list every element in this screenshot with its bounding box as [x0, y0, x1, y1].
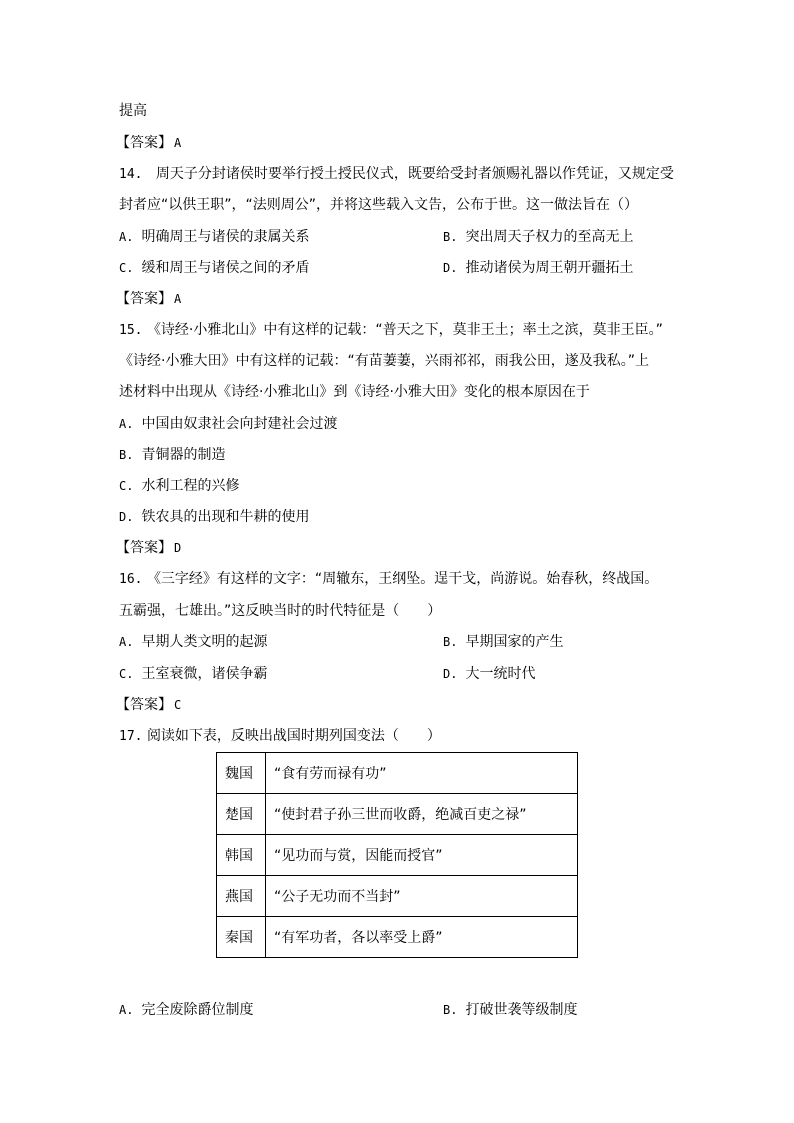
option-text: 打破世袭等级制度 [465, 1002, 578, 1018]
reform-table [216, 752, 578, 958]
answer-label: 【答案】 [116, 135, 172, 151]
option-label: C. [119, 667, 134, 681]
option-label: A. [119, 417, 134, 431]
q16-stem-line2: 五霸强，七雄出。”这反映当时的时代特征是（ ） [119, 603, 442, 619]
question-text: 《三字经》有这样的文字：“周辙东，王纲坠。逞干戈，尚游说。始春秋，终战国。 [146, 571, 659, 587]
option-text: 大一统时代 [465, 666, 536, 682]
q16-option-c[interactable] [119, 664, 267, 684]
q13-answer [116, 133, 181, 153]
q16-answer [116, 695, 181, 715]
question-number: 15. [119, 323, 143, 338]
question-number: 16. [119, 572, 143, 587]
question-number: 17. [119, 729, 143, 744]
q14-stem-line2: 封者应“以供王职”，“法则周公”，并将这些载入文告，公布于世。这一做法旨在（） [119, 197, 639, 213]
option-text: 突出周天子权力的至高无上 [465, 229, 634, 245]
question-number: 14. [119, 167, 143, 182]
answer-letter: A [174, 292, 182, 306]
option-text: 铁农具的出现和牛耕的使用 [141, 509, 310, 525]
state-cell: 魏国 [217, 753, 266, 794]
q15-stem-line2: 《诗经·小雅大田》中有这样的记载：“有苗萋萋，兴雨祁祁，雨我公田，遂及我私。”上 [119, 353, 649, 369]
question-text: 周天子分封诸侯时要举行授土授民仪式，既要给受封者颁赐礼器以作凭证，又规定受 [155, 166, 674, 182]
table-row [217, 876, 578, 917]
option-label: B. [443, 1003, 458, 1017]
q16-option-a[interactable] [119, 632, 267, 652]
option-text: 早期人类文明的起源 [141, 634, 268, 650]
q15-stem-line3: 述材料中出现从《诗经·小雅北山》到《诗经·小雅大田》变化的根本原因在于 [119, 384, 590, 400]
q15-option-b[interactable] [119, 445, 225, 465]
q14-option-d[interactable] [443, 258, 633, 278]
quote-cell: “公子无功而不当封” [266, 876, 578, 917]
q15-answer [116, 538, 181, 558]
q16-option-d[interactable] [443, 664, 535, 684]
option-text: 王室衰微，诸侯争霸 [141, 666, 268, 682]
q14-option-b[interactable] [443, 227, 633, 247]
state-cell: 燕国 [217, 876, 266, 917]
answer-letter: A [174, 136, 182, 150]
answer-letter: D [174, 541, 182, 555]
state-cell: 秦国 [217, 917, 266, 958]
option-text: 青铜器的制造 [141, 447, 226, 463]
answer-label: 【答案】 [116, 291, 172, 307]
option-text: 中国由奴隶社会向封建社会过渡 [141, 416, 338, 432]
quote-cell: “见功而与赏，因能而授官” [266, 835, 578, 876]
q15-stem-line1 [119, 320, 663, 341]
q17-option-a[interactable] [119, 1000, 253, 1020]
option-text: 水利工程的兴修 [141, 478, 240, 494]
question-text: 《诗经·小雅北山》中有这样的记载：“普天之下，莫非王土；率土之滨，莫非王臣。” [146, 322, 663, 338]
option-label: B. [443, 635, 458, 649]
table-row [217, 753, 578, 794]
option-label: D. [443, 667, 458, 681]
q15-option-c[interactable] [119, 476, 239, 496]
option-text: 明确周王与诸侯的隶属关系 [141, 229, 310, 245]
option-label: B. [119, 448, 134, 462]
option-label: B. [443, 230, 458, 244]
q15-option-d[interactable] [119, 507, 309, 527]
option-label: C. [119, 261, 134, 275]
option-text: 早期国家的产生 [465, 634, 564, 650]
q16-stem-line1 [119, 569, 658, 590]
answer-label: 【答案】 [116, 697, 172, 713]
option-text: 缓和周王与诸侯之间的矛盾 [141, 260, 310, 276]
state-cell: 韩国 [217, 835, 266, 876]
option-text: 推动诸侯为周王朝开疆拓土 [465, 260, 634, 276]
q14-stem-line1 [119, 164, 674, 185]
option-label: D. [119, 510, 134, 524]
answer-letter: C [174, 698, 182, 712]
quote-cell: “食有劳而禄有功” [266, 753, 578, 794]
q14-option-c[interactable] [119, 258, 309, 278]
state-cell: 楚国 [217, 794, 266, 835]
table-row [217, 917, 578, 958]
option-label: D. [443, 261, 458, 275]
q17-stem-line1 [119, 726, 441, 747]
option-label: C. [119, 479, 134, 493]
option-label: A. [119, 1003, 134, 1017]
q15-option-a[interactable] [119, 414, 337, 434]
option-label: A. [119, 230, 134, 244]
prev-question-tail: 提高 [119, 103, 147, 119]
option-text: 完全废除爵位制度 [141, 1002, 254, 1018]
q17-option-b[interactable] [443, 1000, 577, 1020]
question-text: 阅读如下表，反映出战国时期列国变法（ ） [146, 728, 441, 744]
q16-option-b[interactable] [443, 632, 563, 652]
q14-option-a[interactable] [119, 227, 309, 247]
q14-answer [116, 289, 181, 309]
answer-label: 【答案】 [116, 540, 172, 556]
quote-cell: “有军功者，各以率受上爵” [266, 917, 578, 958]
quote-cell: “使封君子孙三世而收爵，绝减百吏之禄” [266, 794, 578, 835]
table-row [217, 835, 578, 876]
option-label: A. [119, 635, 134, 649]
table-row [217, 794, 578, 835]
